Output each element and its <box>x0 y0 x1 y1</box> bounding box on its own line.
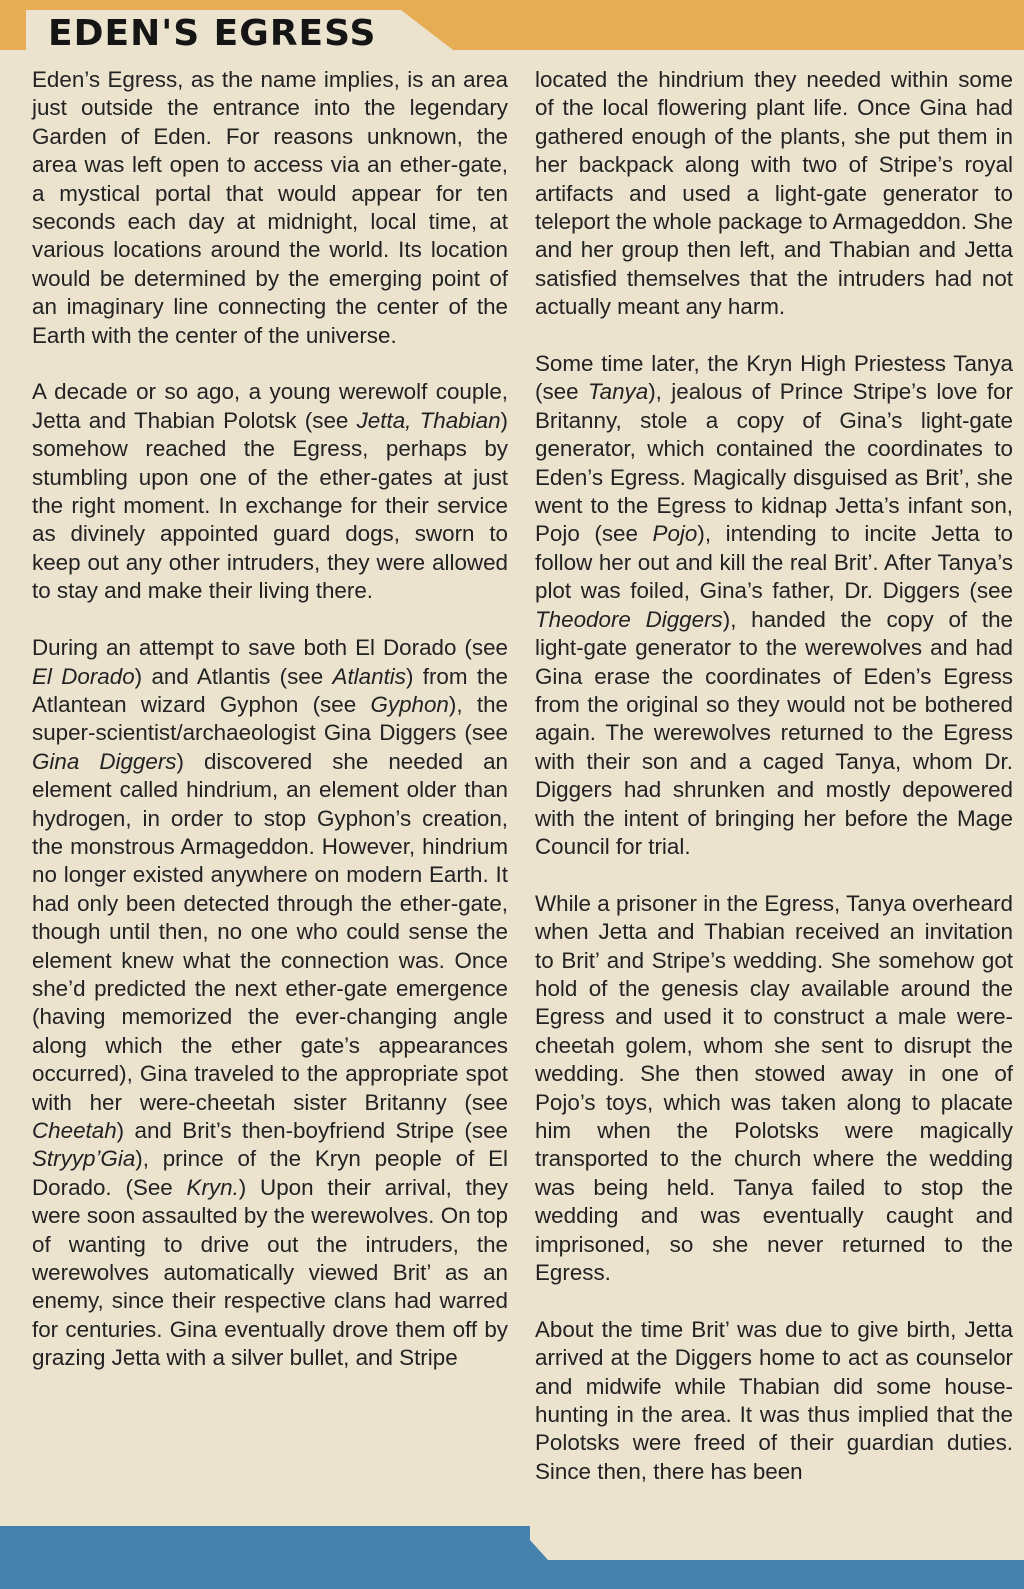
cross-reference: Atlantis <box>332 663 406 689</box>
paragraph-werewolf-couple <box>32 378 508 605</box>
paragraph-tanya-prisoner: While a prisoner in the Egress, Tanya overheard when Jetta and Thabian received an invitation to Brit’ and Stripe’s wedding. She somehow got hold of the genesis clay available around the Egress and used it to construct a male were-cheetah golem, whom she sent to disrupt the wedding. She then stowed away in one of Pojo’s toys, which was taken along to placate him when the Polotsks were magically transported to the church where the wedding was being held. Tanya failed to stop the wedding and was eventually caught and imprisoned, so she never returned to the Egress. <box>535 890 1013 1286</box>
text-run: ) from the Atlantean wizard Gyphon (see <box>32 663 508 717</box>
text-run: ) and Brit’s then-boyfriend Stripe (see <box>116 1118 508 1143</box>
paragraph-hindrium-continued: located the hindrium they needed within some of the local flowering plant life. Once Gina had gathered enough of the plants, she put them in her backpack along with two of Stripe’s royal artifacts and used a light-gate generator to teleport the whole package to Armageddon. She and her group then left, and Thabian and Jetta satisfied themselves that the intruders had not actually meant any harm. <box>535 67 1013 320</box>
text-run: Some time later, the Kryn High Priestess Tanya (see <box>535 351 1013 405</box>
cross-reference: Jetta, Thabian <box>356 407 501 433</box>
text-run: ), jealous of Prince Stripe’s love for Britanny, stole a copy of Gina’s light-gate generator, which contained the coordinates to Eden’s Egress. Magically disguised as Brit’, she went to the Egress to kidnap Jetta’s infant son, Pojo (see <box>535 379 1014 547</box>
cross-reference: El Dorado <box>32 663 135 689</box>
text-run: ) discovered she needed an element called hindrium, an element older than hydrogen, in order to stop Gyphon’s creation, the monstrous Armageddon. However, hindrium no longer existed anywhere on modern Earth. It had only been detected through the ether-gate, though until then, no one who could sense the element knew what the connection was. Once she’d predicted the next ether-gate emergence (having memorized the ever-changing angle along which the ether gate’s appearances occurred), Gina traveled to the appropriate spot with her were-cheetah sister Britanny (see <box>32 748 508 1115</box>
cross-reference: Cheetah <box>32 1118 117 1143</box>
text-run: ) and Atlantis (see <box>134 663 333 689</box>
text-run: ), the super-scientist/archaeologist Gina Diggers (see <box>32 691 508 746</box>
cross-reference: Kryn. <box>186 1174 239 1200</box>
paragraph-intro: Eden’s Egress, as the name implies, is an area just outside the entrance into the legendary Garden of Eden. For reasons unknown, the area was left open to access via an ether-gate, a mystical portal that would appear for ten seconds each day at midnight, local time, at various locations around the world. Its location would be determined by the emerging point of an imaginary line connecting the center of the Earth with the center of the universe. <box>32 67 508 348</box>
cross-reference: Theodore Diggers <box>535 606 723 632</box>
left-column <box>32 66 508 1373</box>
text-run: ) somehow reached the Egress, perhaps by stumbling upon one of the ether-gates at just the right moment. In exchange for their service as divinely appointed guard dogs, sworn to keep out any other intruders, they were allowed to stay and make their living there. <box>32 407 508 604</box>
paragraph-hindrium <box>32 634 508 1373</box>
cross-reference: Gyphon <box>370 691 449 717</box>
paragraph-brit-birth: About the time Brit’ was due to give birth, Jetta arrived at the Diggers home to act as counselor and midwife while Thabian did some house-hunting in the area. It was thus implied that the Polotsks were freed of their guardian duties. Since then, there has been <box>535 1316 1013 1484</box>
cross-reference: Stryyp’Gia <box>32 1146 136 1172</box>
text-run: ) Upon their arrival, they were soon assaulted by the werewolves. On top of wanting to drive out the intruders, the werewolves automatically viewed Brit’ as an enemy, since their respective clans had warred for centuries. Gina eventually drove them off by grazing Jetta with a silver bullet, and Stripe <box>32 1174 508 1371</box>
right-column <box>535 66 1013 1486</box>
text-run: ), prince of the Kryn people of El Dorado. (See <box>32 1146 508 1200</box>
text-run: A decade or so ago, a young werewolf couple, Jetta and Thabian Polotsk (see <box>32 379 508 433</box>
paragraph-tanya-plot <box>535 350 1013 861</box>
cross-reference: Tanya <box>588 379 649 405</box>
cross-reference: Pojo <box>652 521 698 547</box>
text-run: During an attempt to save both El Dorado (see <box>32 635 508 661</box>
cross-reference: Gina Diggers <box>32 748 177 774</box>
text-run: ), intending to incite Jetta to follow her out and kill the real Brit’. After Tanya’s plot was foiled, Gina’s father, Dr. Diggers (see <box>535 521 1013 604</box>
page-title: EDEN'S EGRESS <box>48 13 377 54</box>
bottom-text-notch <box>530 1500 1024 1560</box>
text-run: ), handed the copy of the light-gate generator to the werewolves and had Gina erase the coordinates of Eden’s Egress from the original so they would not be bothered again. The werewolves returned to the Egress with their son and a caged Tanya, whom Dr. Diggers had shrunken and mostly depowered with the intent of bringing her before the Mage Council for trial. <box>535 606 1013 859</box>
